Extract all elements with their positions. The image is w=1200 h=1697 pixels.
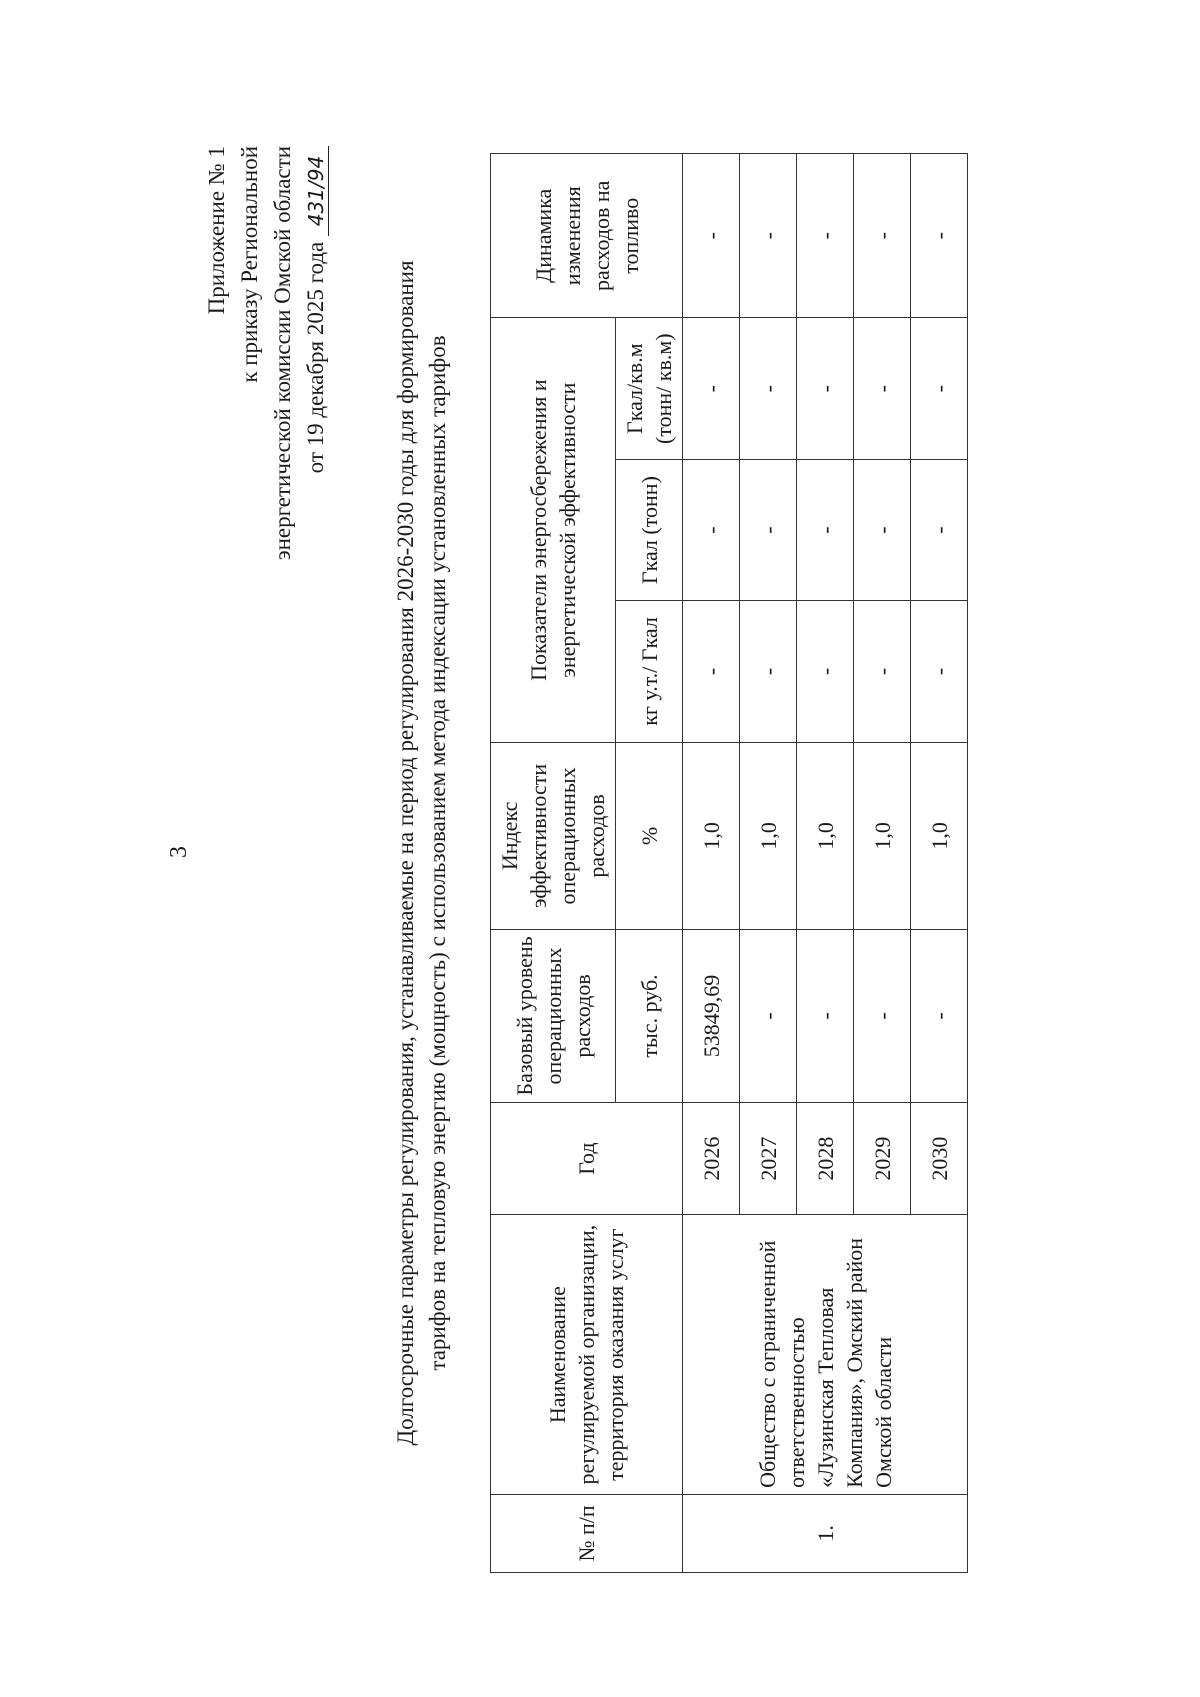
cell-dynamics: -: [740, 154, 797, 318]
cell-index: 1,0: [683, 742, 740, 929]
cell-ind2: -: [854, 459, 911, 600]
unit-base: тыс. руб.: [616, 930, 683, 1103]
header-dynamics: Динамика изменения расходов на топливо: [491, 154, 683, 318]
cell-ind1: -: [740, 601, 797, 742]
cell-ind3: -: [740, 318, 797, 459]
cell-year: 2027: [740, 1102, 797, 1215]
header-base: Базовый уровень операционных расходов: [491, 930, 616, 1103]
cell-index: 1,0: [797, 742, 854, 929]
header-year: Год: [491, 1102, 683, 1215]
cell-ind2: -: [911, 459, 968, 600]
cell-ind1: -: [911, 601, 968, 742]
cell-ind1: -: [683, 601, 740, 742]
cell-dynamics: -: [854, 154, 911, 318]
cell-year: 2030: [911, 1102, 968, 1215]
cell-index: 1,0: [854, 742, 911, 929]
landscape-content: [150, 88, 1170, 1628]
cell-dynamics: -: [797, 154, 854, 318]
cell-index: 1,0: [740, 742, 797, 929]
cell-dynamics: -: [911, 154, 968, 318]
cell-ind1: -: [854, 601, 911, 742]
cell-ind3: -: [797, 318, 854, 459]
appendix-header: [200, 146, 332, 560]
cell-year: 2029: [854, 1102, 911, 1215]
unit-ind1: кг у.т./ Гкал: [616, 601, 683, 742]
header-num: № п/п: [491, 1494, 683, 1572]
cell-base: -: [797, 930, 854, 1103]
cell-base: -: [854, 930, 911, 1103]
header-name: Наименование регулируемой организации, территория оказания услуг: [491, 1215, 683, 1494]
appendix-date: от 19 декабря 2025 года: [303, 241, 328, 474]
org-name: Общество с ограниченной ответственностью «Лузинская Тепловая Компания», Омский район Омской области: [683, 1215, 968, 1494]
title-line: тарифов на тепловую энергию (мощность) с использованием метода индексации установленных тарифов: [425, 335, 450, 1371]
cell-ind2: -: [740, 459, 797, 600]
cell-ind1: -: [797, 601, 854, 742]
title-line: Долгосрочные параметры регулирования, устанавливаемые на период регулирования 2026-2030 годы для формирования: [393, 260, 418, 1446]
appendix-line: Приложение № 1: [204, 146, 229, 315]
unit-ind2: Гкал (тонн): [616, 459, 683, 600]
order-number-signature: 431/94: [304, 146, 329, 236]
appendix-line: к приказу Региональной: [237, 146, 262, 383]
cell-base: -: [740, 930, 797, 1103]
parameters-table: [490, 153, 968, 1573]
cell-base: -: [911, 930, 968, 1103]
org-number: 1.: [683, 1494, 968, 1572]
unit-ind3: Гкал/кв.м (тонн/ кв.м): [616, 318, 683, 459]
cell-ind2: -: [683, 459, 740, 600]
page-number: 3: [166, 846, 192, 858]
header-indicators: Показатели энергосбережения и энергетической эффективности: [491, 318, 616, 742]
cell-ind3: -: [911, 318, 968, 459]
cell-year: 2026: [683, 1102, 740, 1215]
table-header-row: [491, 154, 616, 1573]
appendix-date-line: [299, 146, 332, 560]
cell-ind3: -: [683, 318, 740, 459]
header-index: Индекс эффективности операционных расходов: [491, 742, 616, 929]
cell-ind3: -: [854, 318, 911, 459]
unit-index: %: [616, 742, 683, 929]
cell-index: 1,0: [911, 742, 968, 929]
cell-year: 2028: [797, 1102, 854, 1215]
document-title: [390, 133, 454, 1573]
table-row: [683, 154, 740, 1573]
cell-base: 53849,69: [683, 930, 740, 1103]
appendix-line: энергетической комиссии Омской области: [270, 146, 295, 561]
cell-dynamics: -: [683, 154, 740, 318]
cell-ind2: -: [797, 459, 854, 600]
